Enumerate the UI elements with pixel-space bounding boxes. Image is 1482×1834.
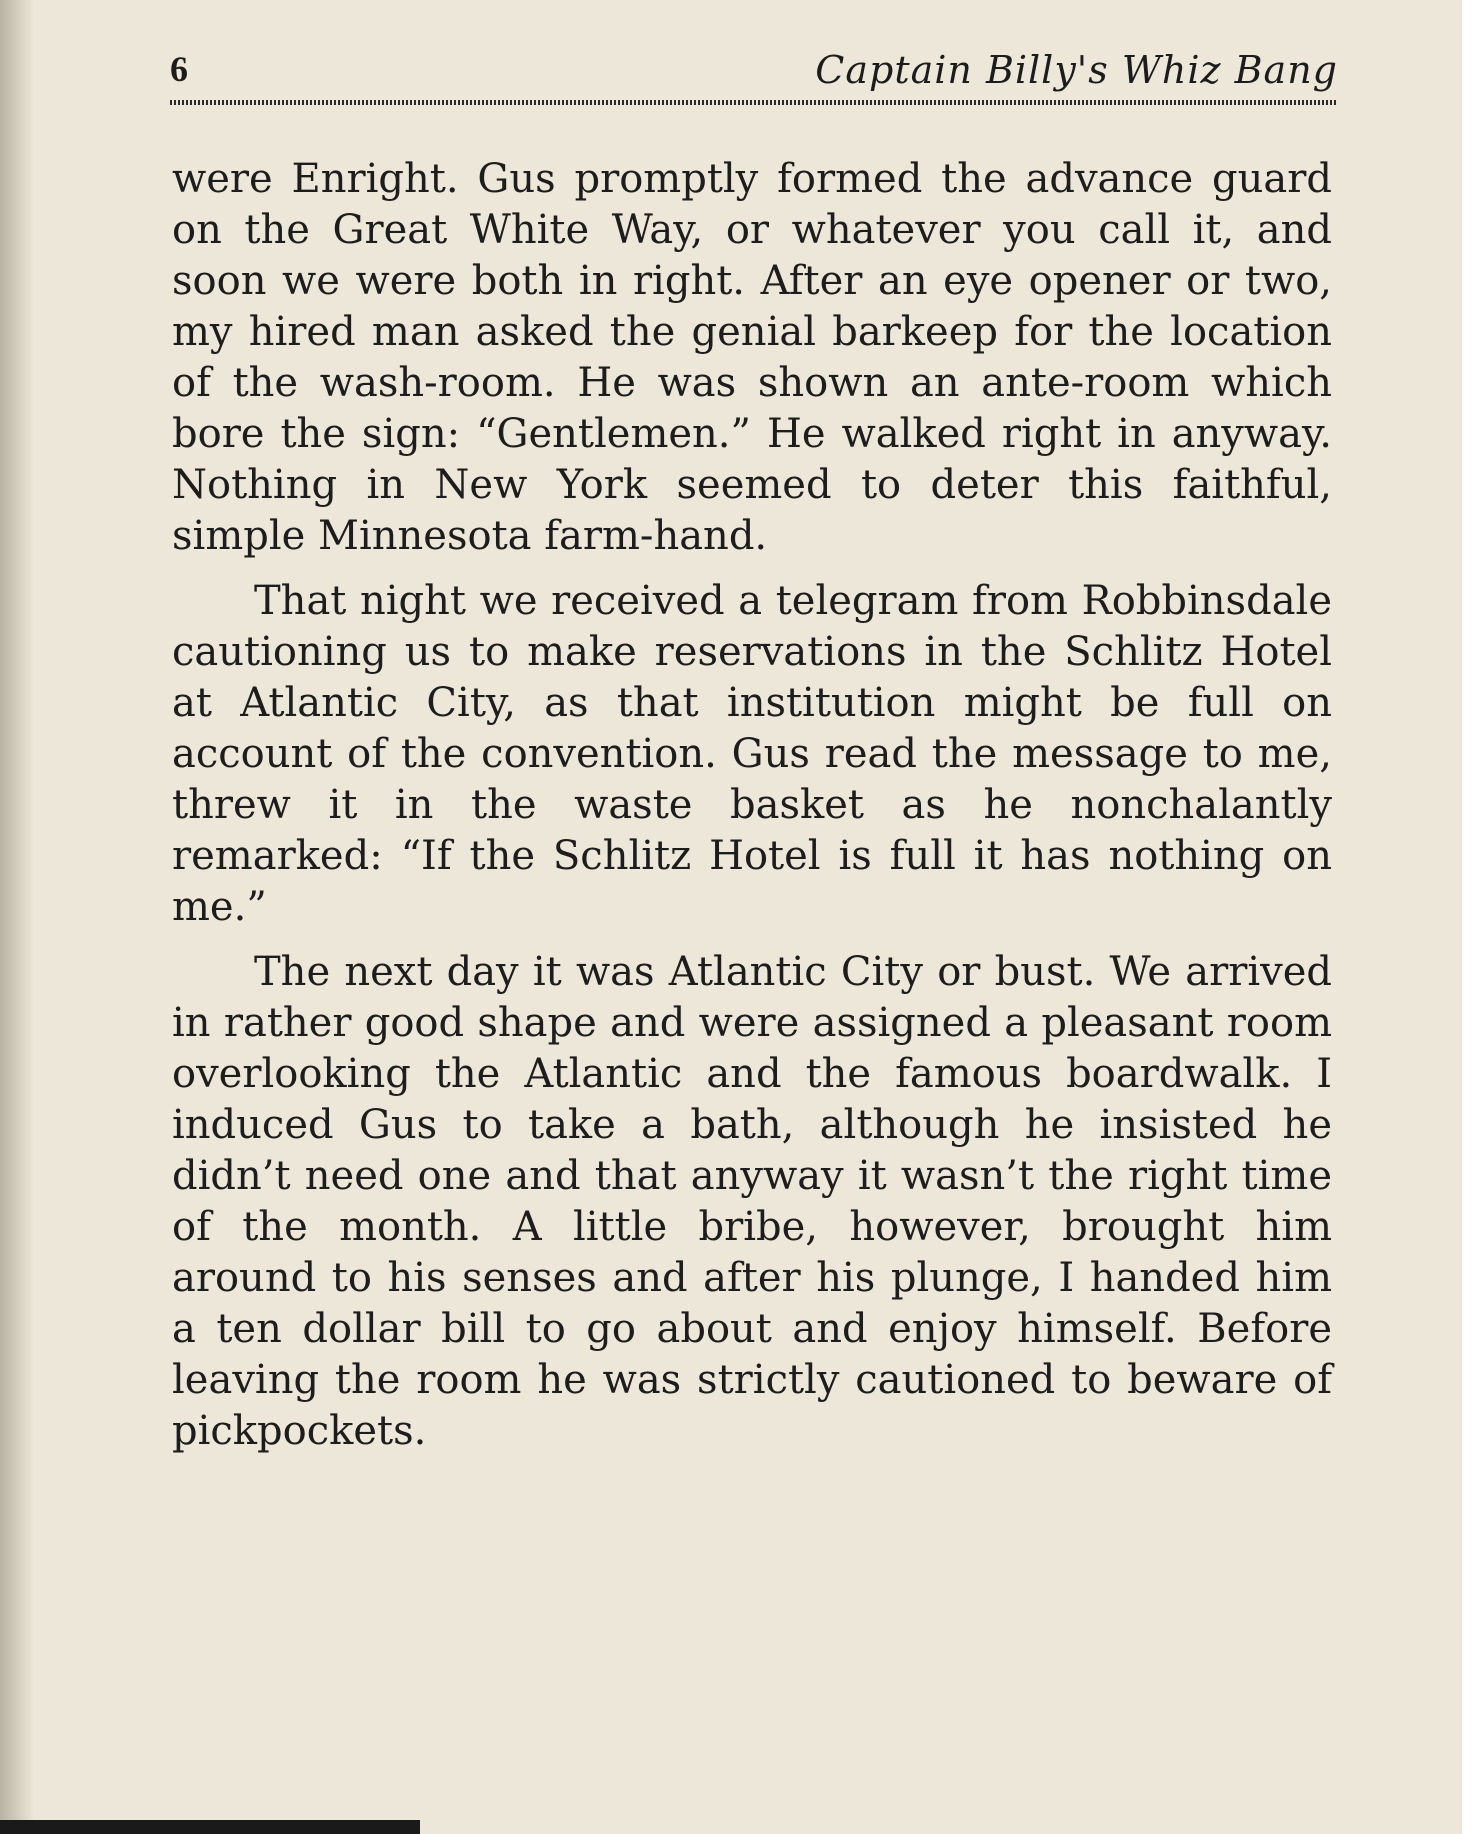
page-header xyxy=(170,42,1338,102)
right-margin-strip xyxy=(1462,0,1482,1834)
paragraph-2: That night we received a telegram from Robbinsdale cautioning us to make reservations in the Schlitz Hotel at Atlantic City, as that institution might be full on account of the convention. Gus read the message to me, threw it in the waste basket as he nonchalantly remarked: “If the Schlitz Hotel is full it has nothing on me.” xyxy=(172,578,1332,930)
page-number: 6 xyxy=(170,49,188,89)
article-body xyxy=(172,154,1332,1471)
paragraph-1: were Enright. Gus promptly formed the advance guard on the Great White Way, or whatever you call it, and soon we were both in right. After an eye opener or two, my hired man asked the genial barkeep for the location of the wash-room. He was shown an ante-room which bore the sign: “Gentlemen.” He walked right in anyway. Nothing in New York seemed to deter this faithful, simple Minnesota farm-hand. xyxy=(172,156,1332,559)
header-rule xyxy=(170,100,1338,105)
paragraph-3: The next day it was Atlantic City or bust. We arrived in rather good shape and were assigned a pleasant room overlooking the Atlantic and the famous boardwalk. I induced Gus to take a bath, although he insisted he didn’t need one and that anyway it wasn’t the right time of the month. A little bribe, however, brought him around to his senses and after his plunge, I handed him a ten dollar bill to go about and enjoy himself. Before leaving the room he was strictly cautioned to beware of pickpockets. xyxy=(172,949,1332,1454)
running-title: Captain Billy's Whiz Bang xyxy=(815,48,1338,92)
page-bottom-edge xyxy=(0,1820,420,1834)
